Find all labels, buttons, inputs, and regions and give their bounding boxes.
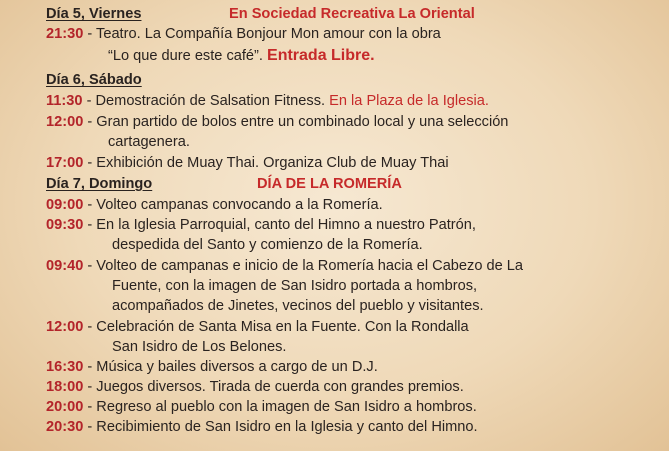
- event-text-continued: acompañados de Jinetes, vecinos del pueblo y visitantes.: [112, 298, 484, 314]
- event-time: 16:30: [46, 359, 84, 375]
- day6-heading: Día 6, Sábado: [46, 72, 142, 88]
- day5-location: En Sociedad Recreativa La Oriental: [229, 6, 475, 22]
- event-location: En la Plaza de la Iglesia.: [329, 93, 489, 109]
- event-text: - Juegos diversos. Tirada de cuerda con grandes premios.: [83, 379, 464, 395]
- event-row: [46, 154, 449, 173]
- event-row-continued: [112, 338, 286, 357]
- event-text-continued: cartagenera.: [108, 134, 190, 150]
- event-text-continued: despedida del Santo y comienzo de la Romería.: [112, 237, 423, 253]
- event-text: - Teatro. La Compañía Bonjour Mon amour con la obra: [83, 26, 441, 42]
- event-text-continued: San Isidro de Los Belones.: [112, 339, 287, 355]
- event-text: - Gran partido de bolos entre un combinado local y una selección: [83, 114, 509, 130]
- event-time: 21:30: [46, 26, 84, 42]
- event-row: [46, 318, 469, 337]
- event-text-continued: “Lo que dure este café”.: [108, 48, 263, 64]
- event-row: [46, 25, 441, 44]
- event-text: - Volteo de campanas e inicio de la Romería hacia el Cabezo de La: [83, 258, 524, 274]
- event-time: 09:40: [46, 258, 84, 274]
- entrance-free-note: Entrada Libre.: [267, 47, 375, 64]
- event-time: 12:00: [46, 319, 84, 335]
- event-text: - Exhibición de Muay Thai. Organiza Club de Muay Thai: [83, 155, 449, 171]
- event-time: 11:30: [46, 93, 83, 109]
- event-row: [46, 216, 476, 235]
- event-row: [46, 113, 508, 132]
- event-row: [46, 257, 523, 276]
- day7-heading: Día 7, Domingo: [46, 176, 153, 192]
- event-text: - Regreso al pueblo con la imagen de San Isidro a hombros.: [83, 399, 477, 415]
- event-row: [46, 358, 378, 377]
- event-row: [46, 196, 383, 215]
- event-row-continued: [112, 297, 484, 316]
- event-time: 20:30: [46, 419, 84, 435]
- day5-heading: Día 5, Viernes: [46, 6, 142, 22]
- event-time: 18:00: [46, 379, 84, 395]
- event-text: - Celebración de Santa Misa en la Fuente. Con la Rondalla: [83, 319, 469, 335]
- event-text: - En la Iglesia Parroquial, canto del Himno a nuestro Patrón,: [83, 217, 476, 233]
- event-text: - Volteo campanas convocando a la Romería.: [83, 197, 383, 213]
- event-text: - Música y bailes diversos a cargo de un D.J.: [83, 359, 378, 375]
- event-text: - Demostración de Salsation Fitness.: [82, 93, 326, 109]
- event-row: [46, 418, 478, 437]
- event-row-continued: [112, 277, 477, 296]
- event-time: 09:00: [46, 197, 84, 213]
- event-text: - Recibimiento de San Isidro en la Iglesia y canto del Himno.: [83, 419, 478, 435]
- event-row-continued: [112, 236, 423, 255]
- day7-subtitle: DÍA DE LA ROMERÍA: [257, 176, 402, 192]
- event-row: [46, 378, 464, 397]
- event-time: 09:30: [46, 217, 84, 233]
- event-row: [46, 398, 477, 417]
- event-time: 12:00: [46, 114, 84, 130]
- event-row: [46, 92, 489, 111]
- event-row-continued: [108, 133, 190, 152]
- event-text-continued: Fuente, con la imagen de San Isidro portada a hombros,: [112, 278, 478, 294]
- event-time: 17:00: [46, 155, 84, 171]
- event-row-continued: [108, 46, 375, 66]
- event-time: 20:00: [46, 399, 84, 415]
